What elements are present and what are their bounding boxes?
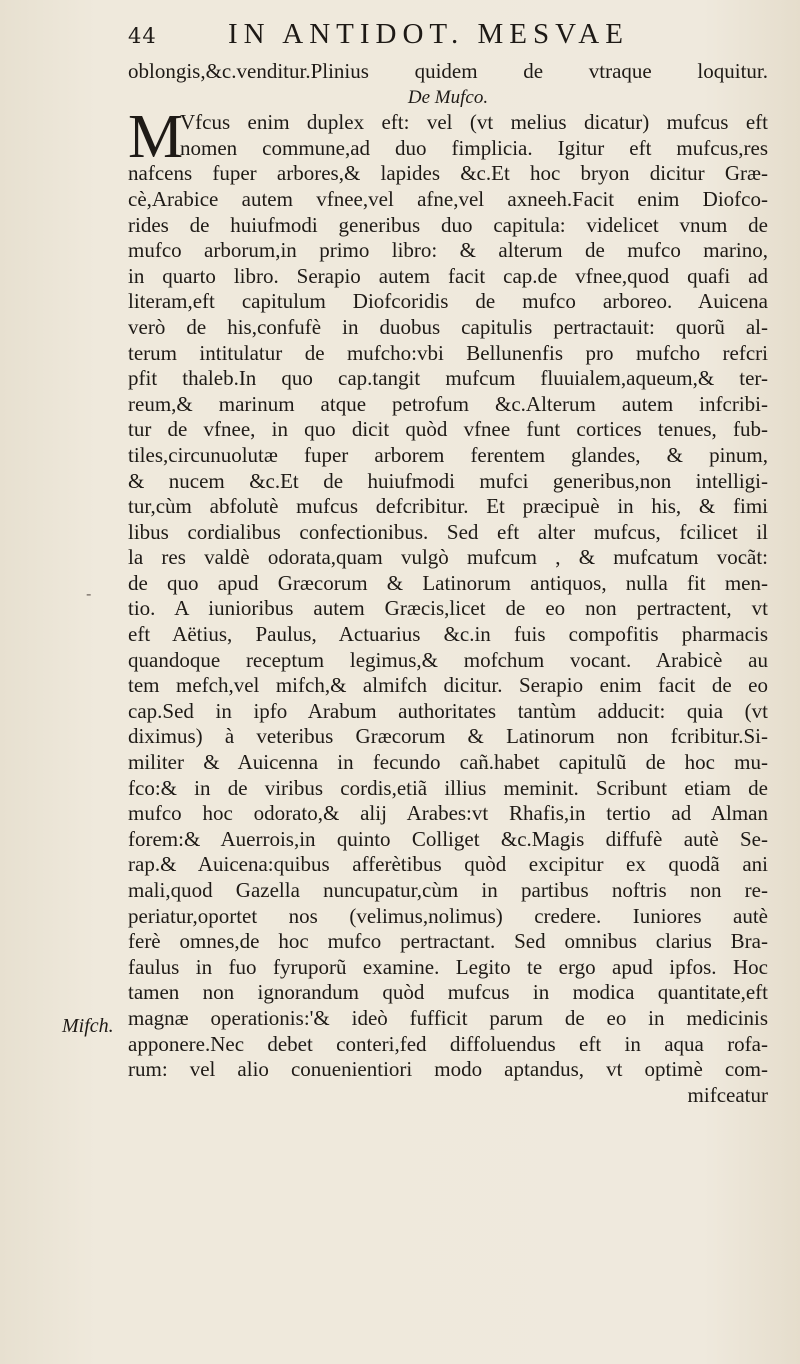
drop-cap-initial: M <box>128 103 184 172</box>
running-head <box>128 18 768 58</box>
text-line: literam,eft capitulum Diofcoridis de mufco arboreo. Auicena <box>128 289 768 314</box>
text-line: mali,quod Gazella nuncupatur,cùm in partibus noftris non re- <box>128 878 768 902</box>
text-line: cè,Arabice autem vfnee,vel afne,vel axneeh.Facit enim Diofco- <box>128 186 768 211</box>
text-line: mufco arborum,in primo libro: & alterum de mufco marino, <box>128 238 768 263</box>
page-number: 44 <box>128 24 157 48</box>
text-line: apponere.Nec debet conteri,fed diffoluendus eft in aqua rofa- <box>128 1031 768 1056</box>
text-line: pfit thaleb.In quo cap.tangit mufcum fluuialem,aqueum,& ter- <box>128 366 768 391</box>
paragraph-lines <box>128 161 768 1108</box>
text-line: in quarto libro. Serapio autem facit cap.de vfnee,quod quafi ad <box>128 263 768 288</box>
text-line: tur,cùm abfolutè mufcus defcribitur. Et præcipuè in his, & fimi <box>128 494 768 519</box>
text-line: tio. A iunioribus autem Græcis,licet de eo non pertractent, vt <box>128 596 768 621</box>
text-line: tur de vfnee, in quo dicit quòd vfnee funt cortices tenues, fub- <box>128 417 768 442</box>
text-line: rides de huiufmodi generibus duo capitula: videlicet vnum de <box>128 212 768 237</box>
text-line: oblongis,&c.venditur.Plinius quidem de vtraque loquitur. <box>128 59 768 83</box>
text-line: periatur,oportet nos (velimus,nolimus) credere. Iuniores autè <box>128 903 768 928</box>
body-text <box>128 59 768 1108</box>
text-line: mufco hoc odorato,& alij Arabes:vt Rhafis,in tertio ad Alman <box>128 801 768 826</box>
text-line: rap.& Auicena:quibus afferètibus quòd excipitur ex quodã ani <box>128 852 768 877</box>
text-line: mifceatur <box>687 1082 768 1107</box>
section-heading: De Mufco. <box>407 86 489 108</box>
text-line: forem:& Auerrois,in quinto Colliget &c.Magis diffufè autè Se- <box>128 826 768 851</box>
text-line: la res valdè odorata,quam vulgò mufcum , & mufcatum vocãt: <box>128 545 768 570</box>
text-line: diximus) à veteribus Græcorum & Latinorum non fcribitur.Si- <box>128 724 768 749</box>
margin-note: Mifch. <box>62 1015 114 1037</box>
text-line: verò de his,confufè in duobus capitulis pertractauit: quorũ al- <box>128 314 768 339</box>
text-line: terum intitulatur de mufcho:vbi Bellunenfis pro mufcho refcri <box>128 340 768 365</box>
text-line: nafcens fuper arbores,& lapides &c.Et hoc bryon dicitur Græ- <box>128 161 768 186</box>
text-line: faulus in fuo fyruporũ examine. Legito te ergo apud ipfos. Hoc <box>128 954 768 979</box>
text-line: tem mefch,vel mifch,& almifch dicitur. Serapio enim facit de eo <box>128 673 768 698</box>
text-line: Vfcus enim duplex eft: vel (vt melius dicatur) mufcus eft <box>180 110 768 135</box>
text-line: de quo apud Græcorum & Latinorum antiquos, nulla fit men- <box>128 570 768 595</box>
text-line: rum: vel alio conuenientiori modo aptandus, vt optimè com- <box>128 1057 768 1082</box>
text-line: reum,& marinum atque petrofum &c.Alterum autem infcribi- <box>128 391 768 416</box>
text-line: cap.Sed in ipfo Arabum authoritates tantùm adducit: quia (vt <box>128 698 768 723</box>
text-line: eft Aëtius, Paulus, Actuarius &c.in fuis compofitis pharmacis <box>128 622 768 647</box>
margin-dash-mark: - <box>86 584 92 603</box>
initial-paragraph <box>128 103 768 172</box>
text-line: fco:& in de viribus cordis,etiã illius meminit. Scribunt etiam de <box>128 775 768 800</box>
text-line: magnæ operationis:'& ideò fufficit parum de eo in medicinis <box>128 1005 768 1030</box>
text-line: libus cordialibus confectionibus. Sed eft alter mufcus, fcilicet il <box>128 519 768 544</box>
text-line: tiles,circunuolutæ fuper arborem ferentem glandes, & pinum, <box>128 442 768 467</box>
text-line: tamen non ignorandum quòd mufcus in modica quantitate,eft <box>128 980 768 1005</box>
text-line: militer & Auicenna in fecundo cañ.habet capitulũ de hoc mu- <box>128 750 768 775</box>
text-line: ferè omnes,de hoc mufco pertractant. Sed omnibus clarius Bra- <box>128 929 768 954</box>
text-line: quandoque receptum legimus,& mofchum vocant. Arabicè au <box>128 647 768 672</box>
text-line: nomen commune,ad duo fimplicia. Igitur eft mufcus,res <box>180 135 768 160</box>
text-line: & nucem &c.Et de huiufmodi mufci generibus,non intelligi- <box>128 468 768 493</box>
running-title: IN ANTIDOT. MESVAE <box>228 18 629 50</box>
